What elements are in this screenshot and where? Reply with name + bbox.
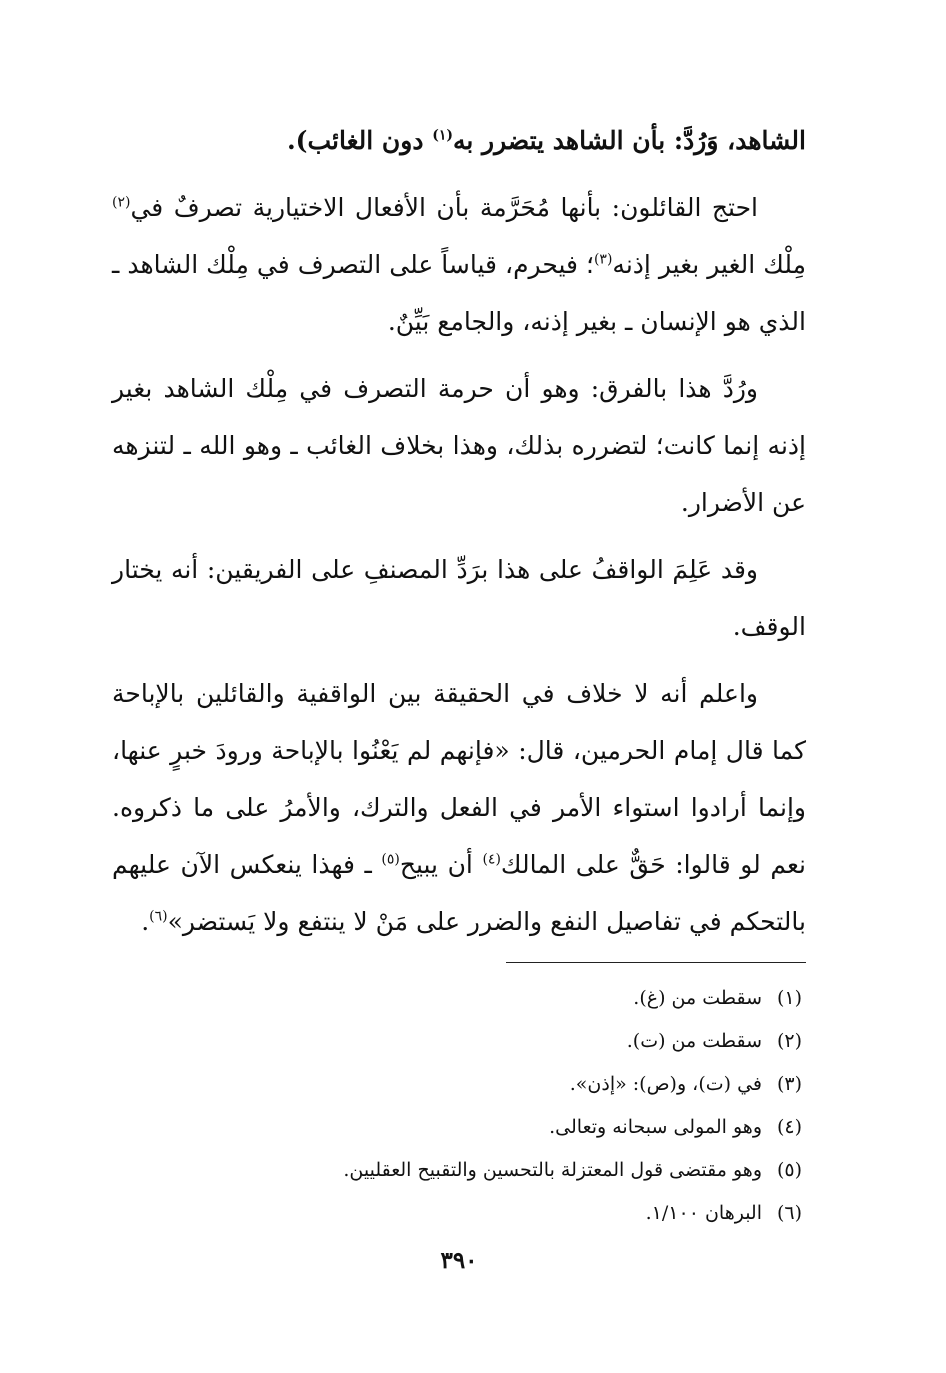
paragraph-text: واعلم أنه لا خلاف في الحقيقة بين الواقفية والقائلين بالإباحة كما قال إمام الحرمين، قال: «فإنهم لم يَعْنُوا بالإباحة ورودَ خبرٍ عنها، وإنما أرادوا استواء الأمر في الفعل والترك، والأمرُ على ما ذكروه. نعم لو قالوا: حَقٌّ على المالك	[112, 679, 806, 879]
paragraph-text: ؛ فيحرم، قياساً على التصرف في مِلْك الشاهد ـ الذي هو الإنسان ـ بغير إذنه، والجامع بَيِّنٌ.	[112, 250, 806, 336]
footnote-text: سقطت من (غ).	[633, 987, 762, 1009]
paragraph-text: ورُدَّ هذا بالفرق: وهو أن حرمة التصرف في مِلْك الشاهد بغير إذنه إنما كانت؛ لتضرره بذلك، وهذا بخلاف الغائب ـ وهو الله ـ لتنزهه عن الأضرار.	[112, 374, 806, 517]
footnote-number: (٢)	[776, 1030, 802, 1052]
page-number: ٣٩٠	[440, 1247, 478, 1274]
paragraph-text: احتج القائلون: بأنها مُحَرَّمة بأن الأفعال الاختيارية تصرفٌ في	[130, 193, 758, 222]
paragraph-text: مِلْك الغير بغير إذنه	[612, 250, 806, 279]
paragraph	[112, 665, 806, 950]
main-text	[112, 112, 806, 950]
footnote-ref: (٣)	[593, 251, 613, 268]
footnote-ref: (٢)	[112, 194, 131, 211]
footnote-text: في (ت)، و(ص): «إذن».	[569, 1073, 762, 1095]
footnote-ref: (٥)	[381, 851, 400, 868]
footnote	[112, 1063, 806, 1106]
paragraph-text: ـ فهذا ينعكس الآن عليهم بالتحكم في تفاصيل النفع والضرر على مَنْ لا ينتفع ولا يَستضر»	[112, 850, 806, 936]
footnote-number: (٥)	[776, 1159, 802, 1181]
footnote-number: (٤)	[776, 1116, 802, 1138]
footnote-number: (٦)	[776, 1202, 802, 1224]
footnotes	[112, 977, 806, 1235]
paragraph-text: .	[141, 907, 150, 936]
footnote-ref: (٦)	[149, 908, 168, 925]
paragraph	[112, 179, 806, 350]
footnote	[112, 1192, 806, 1235]
footnote-text: سقطت من (ت).	[626, 1030, 762, 1052]
footnote-number: (١)	[776, 987, 802, 1009]
paragraph	[112, 360, 806, 531]
paragraph	[112, 112, 806, 169]
footnote-text: وهو المولى سبحانه وتعالى.	[549, 1116, 762, 1138]
footnote-number: (٣)	[776, 1073, 802, 1095]
paragraph-text: أن يبيح	[399, 850, 483, 879]
paragraph	[112, 541, 806, 655]
footnote	[112, 1149, 806, 1192]
book-page	[112, 112, 806, 1312]
footnote-text: البرهان ١/١٠٠.	[645, 1202, 762, 1224]
footnote-text: وهو مقتضى قول المعتزلة بالتحسين والتقبيح العقليين.	[343, 1159, 762, 1181]
footnote-ref: (٤)	[482, 851, 501, 868]
footnote-separator	[506, 962, 806, 963]
paragraph-text: الشاهد، وَرُدَّ: بأن الشاهد يتضرر به	[452, 126, 806, 155]
footnote-ref: (١)	[432, 127, 453, 144]
footnote	[112, 1106, 806, 1149]
paragraph-text: دون الغائب).	[286, 126, 433, 155]
paragraph-text: وقد عَلِمَ الواقفُ على هذا برَدِّ المصنفِ على الفريقين: أنه يختار الوقف.	[112, 555, 806, 641]
footnote	[112, 1020, 806, 1063]
footnote	[112, 977, 806, 1020]
